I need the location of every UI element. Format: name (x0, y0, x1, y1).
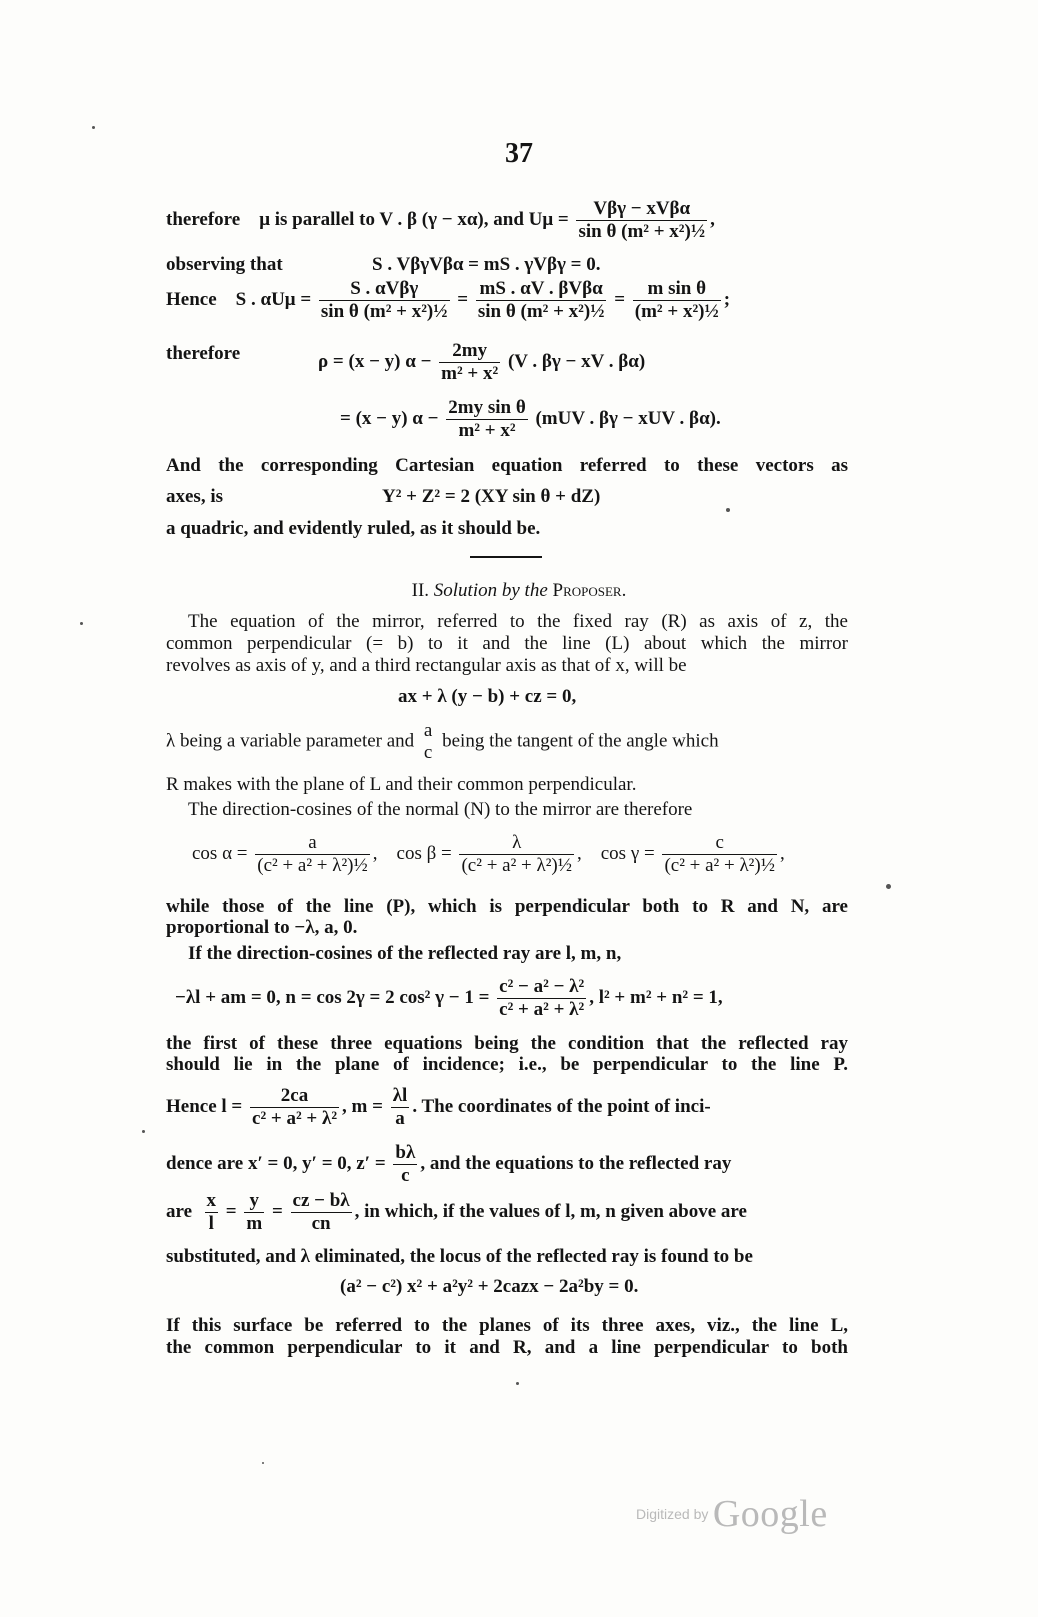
line-7-prefix: axes, is (166, 486, 223, 507)
digitized-by-google-watermark (636, 1492, 828, 1536)
line-8: a quadric, and evidently ruled, as it should be. (166, 518, 541, 539)
para-line-16: If this surface be referred to the planes of its three axes, viz., the line L, (166, 1315, 848, 1336)
scan-speck (142, 1130, 145, 1133)
equation-mirror: ax + λ (y − b) + cz = 0, (398, 686, 577, 707)
scan-speck (92, 126, 95, 129)
line-2 (166, 253, 283, 277)
para-line-5: R makes with the plane of L and their common perpendicular. (166, 774, 637, 795)
para-line-4: λ being a variable parameter and a c being the tangent of the angle which (166, 720, 719, 763)
line-4-rhs: (V . βγ − xV . βα) (507, 350, 646, 372)
x-over-l-fraction: $\frac{x}{l}$ (206, 1190, 217, 1234)
para-line-13: dence are x′ = 0, y′ = 0, z′ = $\frac{b\lambda}{c}$ , and the equations to the reflected ray (166, 1142, 732, 1186)
para-line-9: If the direction-cosines of the reflected ray are l, m, n, (188, 943, 622, 964)
para-line-1: The equation of the mirror, referred to the fixed ray (R) as axis of z, the (188, 611, 848, 632)
line-4 (318, 340, 645, 385)
section-author: Proposer. (552, 580, 627, 601)
line-3-fraction-1: S . αVβγ sin θ (m² + x²)½ (320, 278, 448, 322)
m-fraction: $\frac{\lambda l}{a}$ (392, 1085, 408, 1129)
scan-speck (886, 884, 891, 889)
line-3-lhs: S . αUμ = (235, 288, 312, 310)
line-5-fraction: $\frac{\text{2my sin θ}}{\text{m² + x²}}$ (448, 397, 526, 441)
line-2-equation: S . VβγVβα = mS . γVβγ = 0. (372, 254, 601, 275)
google-logo: Google (712, 1493, 828, 1535)
direction-cosines: cos α = $\frac{a}{\text{(c² + a² + λ²)½}}$ , cos β = $\frac{\lambda}{\text{(c² + a² + λ²)½}}$ , cos γ = $\frac{c}{\text{(c² + a² + λ²)½}}$ , (192, 832, 785, 876)
z-over-n-fraction: $\frac{cz - b\lambda}{cn}$ (292, 1190, 350, 1234)
z-prime-fraction: $\frac{b\lambda}{c}$ (395, 1142, 416, 1186)
scan-speck (516, 1382, 519, 1385)
scan-speck (726, 508, 730, 512)
cos-alpha-fraction: $\frac{a}{\text{(c² + a² + λ²)½}}$ (257, 832, 368, 876)
section-divider (470, 556, 542, 558)
fraction-a-over-c: a c (423, 720, 433, 763)
line-4-lhs: ρ = (x − y) α − (318, 350, 432, 372)
para-line-3: revolves as axis of y, and a third rectangular axis as that of x, will be (166, 655, 687, 676)
para-line-12: Hence l = $\frac{2ca}{\text{c² + a² + λ²}}$ , m = $\frac{\lambda l}{a}$ . The coordinates of the point of inci- (166, 1085, 711, 1129)
para-line-14: are $\frac{x}{l}$ = $\frac{y}{m}$ = $\frac{cz - b\lambda}{cn}$ , in which, if the values of l, m, n given above are (166, 1190, 747, 1234)
line-4-prefix: therefore (166, 343, 241, 364)
section-heading (0, 580, 1038, 602)
equation-locus: (a² − c²) x² + a²y² + 2cazx − 2a²by = 0. (340, 1276, 639, 1297)
section-title: Solution by the (433, 580, 548, 601)
line-5-rhs: (mUV . βγ − xUV . βα). (535, 407, 721, 429)
para-line-8: proportional to −λ, a, 0. (166, 917, 358, 938)
equation-reflected: −λl + am = 0, n = cos 2γ = 2 cos² γ − 1 = $\frac{\text{c² − a² − λ²}}{\text{c² + a² + λ²}}$ , l² + m² + n² = 1, (175, 976, 723, 1020)
line-7-equation: Y² + Z² = 2 (XY sin θ + dZ) (382, 486, 601, 507)
line-1-fraction: Vβγ − xVβα sin θ (m² + x²)½ (578, 198, 706, 242)
line-3-prefix: Hence (166, 288, 217, 310)
scan-speck (262, 1462, 264, 1464)
line-3: Hence S . αUμ = S . αVβγ sin θ (m² + x²)½ = mS . αV . βVβα sin θ (m² + x²)½ = $\frac{\text{m sin θ}}{\text{(m² + x²)½}}$ ; (166, 278, 731, 322)
para-line-2: common perpendicular (= b) to it and the line (L) about which the mirror (166, 633, 848, 654)
line-3-fraction-2: mS . αV . βVβα sin θ (m² + x²)½ (477, 278, 605, 322)
line-5 (340, 397, 721, 442)
l-fraction: $\frac{2ca}{\text{c² + a² + λ²}}$ (252, 1085, 338, 1129)
cos-gamma-fraction: $\frac{c}{\text{(c² + a² + λ²)½}}$ (664, 832, 775, 876)
cos-2gamma-fraction: $\frac{\text{c² − a² − λ²}}{\text{c² + a² + λ²}}$ (499, 976, 585, 1020)
para-line-7: while those of the line (P), which is perpendicular both to R and N, are (166, 896, 848, 917)
line-1-text: μ is parallel to V . β (γ − xα), and Uμ = (259, 208, 569, 230)
section-numeral: II. (411, 580, 430, 601)
y-over-m-fraction: $\frac{y}{m}$ (246, 1190, 263, 1234)
para-line-6: The direction-cosines of the normal (N) to the mirror are therefore (188, 799, 693, 820)
line-5-lhs: = (x − y) α − (340, 407, 439, 429)
para-line-15: substituted, and λ eliminated, the locus of the reflected ray is found to be (166, 1246, 753, 1267)
line-2-prefix: observing that (166, 254, 283, 275)
line-6: And the corresponding Cartesian equation referred to these vectors as (166, 455, 848, 476)
line-1: therefore μ is parallel to V . β (γ − xα), and Uμ = Vβγ − xVβα sin θ (m² + x²)½ , (166, 198, 715, 242)
line-4-fraction: $\frac{2my}{\text{m² + x²}}$ (441, 340, 499, 384)
para-line-10: the first of these three equations being the condition that the reflected ray (166, 1033, 848, 1054)
page-number: 37 (505, 138, 533, 169)
para-line-17: the common perpendicular to it and R, and a line perpendicular to both (166, 1337, 848, 1358)
para-line-11: should lie in the plane of incidence; i.e., be perpendicular to the line P. (166, 1054, 848, 1075)
line-1-prefix: therefore (166, 208, 241, 230)
line-3-fraction-3: $\frac{\text{m sin θ}}{\text{(m² + x²)½}}$ (634, 278, 719, 322)
cos-beta-fraction: $\frac{\lambda}{\text{(c² + a² + λ²)½}}$ (461, 832, 572, 876)
scan-speck (80, 622, 83, 625)
watermark-prefix: Digitized by (636, 1506, 709, 1522)
